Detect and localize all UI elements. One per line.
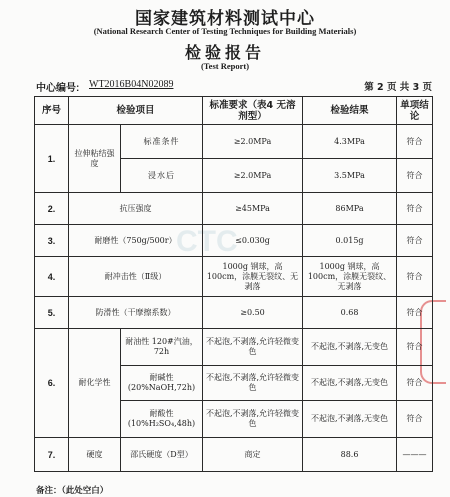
row-item: 防滑性（干摩擦系数） xyxy=(69,297,203,329)
standard-cell: ≥2.0MPa xyxy=(203,125,303,159)
verdict-cell: 符合 xyxy=(397,257,433,297)
org-name-cn: 国家建筑材料测试中心 xyxy=(135,9,315,29)
row-no: 3. xyxy=(35,225,69,257)
standard-cell: 不起泡,不剥落,允许轻微变色 xyxy=(203,366,303,401)
result-cell: 不起泡,不剥落,无变色 xyxy=(303,401,397,438)
verdict-cell: 符合 xyxy=(397,159,433,193)
table-row xyxy=(35,297,433,329)
verdict-cell: 符合 xyxy=(397,125,433,159)
result-cell: 0.015g xyxy=(303,225,397,257)
row-no: 2. xyxy=(35,193,69,225)
result-cell: 88.6 xyxy=(303,438,397,472)
sub-item: 耐酸性 (10%H₂SO₄,48h) xyxy=(121,401,203,438)
center-no-label: 中心编号: xyxy=(36,83,80,94)
standard-cell: ≥0.50 xyxy=(203,297,303,329)
header-result: 检验结果 xyxy=(303,97,397,125)
report-title-cn: 检验报告 xyxy=(184,43,265,62)
row-no: 1. xyxy=(35,125,69,193)
standard-cell: ≥45MPa xyxy=(203,193,303,225)
header-item: 检验项目 xyxy=(69,97,203,125)
standard-cell: 1000g 钢球，高 100cm，涂膜无裂纹、无剥落 xyxy=(203,257,303,297)
sub-item: 浸水后 xyxy=(121,159,203,193)
row-item: 硬度 xyxy=(69,438,121,472)
test-results-table xyxy=(34,96,433,472)
result-cell: 86MPa xyxy=(303,193,397,225)
table-row xyxy=(35,329,433,366)
verdict-cell: 符合 xyxy=(397,366,433,401)
watermark-logo: CTC xyxy=(176,225,238,258)
result-cell: 不起泡,不剥落,无变色 xyxy=(303,366,397,401)
standard-cell: ≥2.0MPa xyxy=(203,159,303,193)
row-item: 拉伸粘结强度 xyxy=(69,125,121,193)
row-no: 4. xyxy=(35,257,69,297)
sub-item: 邵氏硬度（D型） xyxy=(121,438,203,472)
standard-cell: 不起泡,不剥落,允许轻微变色 xyxy=(203,329,303,366)
verdict-cell: 符合 xyxy=(397,193,433,225)
page-info: 第 2 页 共 3 页 xyxy=(364,82,432,93)
org-name-en: (National Research Center of Testing Techniques for Building Materials) xyxy=(93,26,357,36)
verdict-cell: 符合 xyxy=(397,297,433,329)
row-item: 耐磨性（750g/500r） xyxy=(69,225,203,257)
center-no: WT2016B04N02089 xyxy=(89,79,174,90)
result-cell: 不起泡,不剥落,无变色 xyxy=(303,329,397,366)
header-standard: 标准要求（表4 无溶剂型） xyxy=(203,97,303,125)
header-verdict: 单项结论 xyxy=(397,97,433,125)
result-cell: 1000g 钢球，高 100cm，涂膜无裂纹、无剥落 xyxy=(303,257,397,297)
report-title-en: (Test Report) xyxy=(200,61,250,71)
remark: 备注：（此处空白） xyxy=(36,486,109,496)
verdict-cell: 符合 xyxy=(397,225,433,257)
table-row xyxy=(35,225,433,257)
verdict-cell: 符合 xyxy=(397,401,433,438)
row-item: 耐化学性 xyxy=(69,329,121,438)
table-row xyxy=(35,125,433,159)
table-row xyxy=(35,438,433,472)
sub-item: 耐碱性 (20%NaOH,72h) xyxy=(121,366,203,401)
verdict-cell: ——— xyxy=(397,438,433,472)
result-cell: 3.5MPa xyxy=(303,159,397,193)
table-row xyxy=(35,193,433,225)
standard-cell: 商定 xyxy=(203,438,303,472)
row-no: 7. xyxy=(35,438,69,472)
sub-item: 耐油性 120#汽油，72h xyxy=(121,329,203,366)
row-item: 耐冲击性（Ⅱ级） xyxy=(69,257,203,297)
result-cell: 4.3MPa xyxy=(303,125,397,159)
sub-item: 标准条件 xyxy=(121,125,203,159)
table-row xyxy=(35,257,433,297)
verdict-cell: 符合 xyxy=(397,329,433,366)
standard-cell: 不起泡,不剥落,允许轻微变色 xyxy=(203,401,303,438)
result-cell: 0.68 xyxy=(303,297,397,329)
header-no: 序号 xyxy=(35,97,69,125)
table-header-row xyxy=(35,97,433,125)
row-no: 5. xyxy=(35,297,69,329)
row-no: 6. xyxy=(35,329,69,438)
report-meta xyxy=(36,79,432,93)
row-item: 抗压强度 xyxy=(69,193,203,225)
standard-cell: ≤0.030g xyxy=(203,225,303,257)
